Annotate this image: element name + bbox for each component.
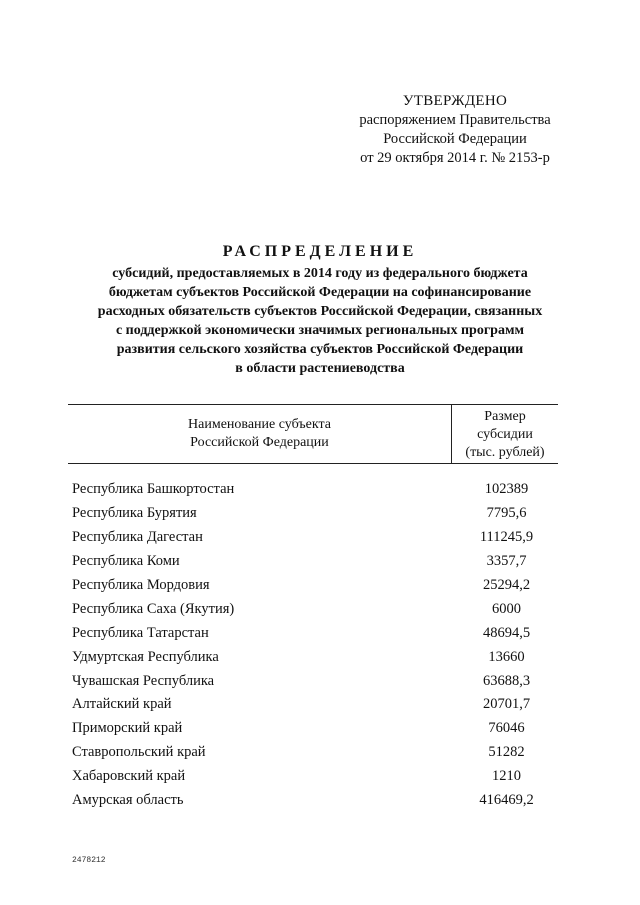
document-title-block (60, 242, 580, 378)
table-row (68, 478, 558, 502)
title-line-6: в области растениеводства (235, 361, 405, 376)
subject-name: Республика Башкортостан (72, 481, 235, 498)
table-row (68, 789, 558, 813)
subsidy-value: 111245,9 (479, 529, 534, 546)
subject-name: Амурская область (72, 792, 184, 809)
subject-name: Республика Саха (Якутия) (72, 600, 235, 617)
subject-name: Алтайский край (72, 696, 172, 713)
header-name-line-2: Российской Федерации (190, 435, 329, 450)
subsidy-value: 102389 (484, 481, 529, 498)
header-subsidy-line-3: (тыс. рублей) (465, 445, 545, 460)
subject-name: Республика Татарстан (72, 624, 209, 641)
table-row (68, 597, 558, 621)
subsidy-value: 51282 (488, 744, 525, 761)
table-row (68, 765, 558, 789)
title-line-1: субсидий, предоставляемых в 2014 году из федерального бюджета (112, 266, 528, 281)
document-title: РАСПРЕДЕЛЕНИЕ (222, 243, 418, 260)
table-row (68, 669, 558, 693)
title-line-3: расходных обязательств субъектов Российской Федерации, связанных (97, 304, 543, 319)
subject-name: Удмуртская Республика (72, 648, 219, 665)
table-row (68, 526, 558, 550)
table-row (68, 717, 558, 741)
subject-name: Приморский край (72, 720, 183, 737)
subsidy-value: 76046 (488, 720, 525, 737)
approval-line-2: Российской Федерации (383, 131, 527, 147)
header-subsidy (451, 405, 558, 463)
header-subject-name (68, 405, 451, 463)
subsidy-value: 7795,6 (486, 505, 527, 522)
table-body (68, 478, 558, 812)
subsidy-table (68, 404, 558, 812)
header-subsidy-line-1: Размер (484, 409, 526, 424)
title-line-2: бюджетам субъектов Российской Федерации на софинансирование (108, 285, 532, 300)
subject-name: Чувашская Республика (72, 672, 215, 689)
subsidy-value: 6000 (492, 600, 521, 617)
subsidy-value: 48694,5 (482, 624, 531, 641)
subject-name: Республика Коми (72, 553, 180, 570)
table-row (68, 741, 558, 765)
header-subsidy-line-2: субсидии (477, 427, 533, 442)
subsidy-value: 25294,2 (482, 577, 531, 593)
table-row (68, 693, 558, 717)
table-row (68, 502, 558, 526)
title-line-4: с поддержкой экономически значимых региональных программ (115, 323, 525, 338)
approval-stamp (330, 92, 580, 168)
table-row (68, 621, 558, 645)
approval-line-1: распоряжением Правительства (359, 112, 551, 128)
table-row (68, 550, 558, 574)
subsidy-value: 63688,3 (482, 672, 531, 689)
subsidy-value: 3357,7 (486, 553, 527, 570)
subject-name: Республика Бурятия (72, 505, 197, 522)
subject-name: Хабаровский край (72, 768, 186, 785)
subject-name: Республика Мордовия (72, 577, 210, 593)
approval-line-3: от 29 октября 2014 г. № 2153-р (360, 150, 550, 166)
approval-heading: УТВЕРЖДЕНО (402, 93, 508, 109)
table-row (68, 574, 558, 598)
document-code: 2478212 (72, 856, 106, 865)
subject-name: Республика Дагестан (72, 529, 203, 546)
table-header (68, 404, 558, 464)
table-row (68, 645, 558, 669)
title-line-5: развития сельского хозяйства субъектов Российской Федерации (116, 342, 524, 357)
subsidy-value: 1210 (492, 768, 521, 785)
subsidy-value: 13660 (488, 648, 525, 665)
subject-name: Ставропольский край (72, 744, 206, 761)
subsidy-value: 20701,7 (482, 696, 531, 713)
header-name-line-1: Наименование субъекта (188, 417, 331, 432)
subsidy-value: 416469,2 (479, 792, 534, 809)
